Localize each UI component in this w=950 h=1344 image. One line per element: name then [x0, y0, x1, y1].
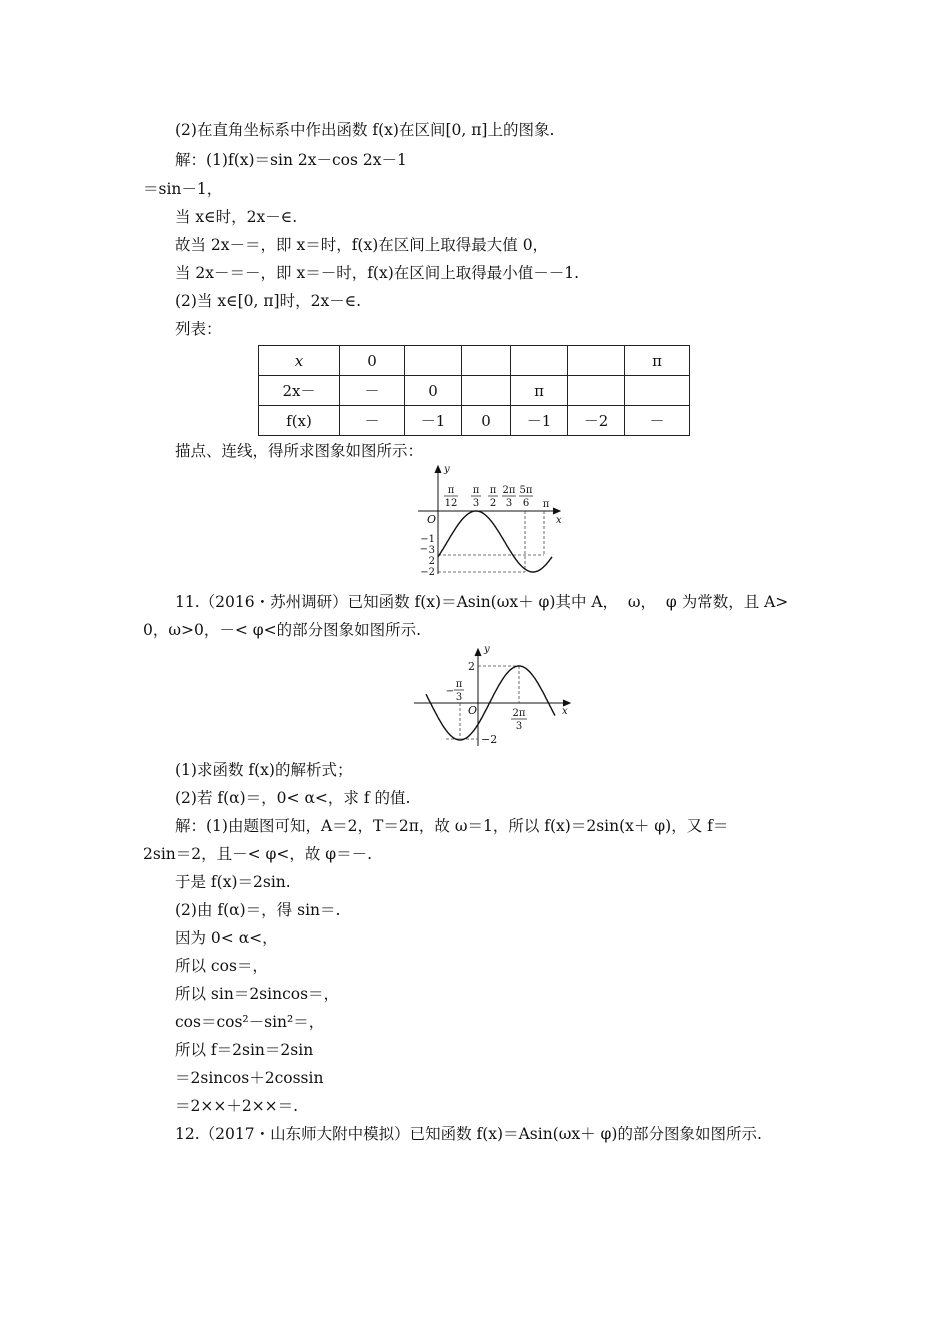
y-tick-label: −2: [420, 567, 435, 578]
tick-denominator: 3: [505, 498, 513, 509]
tick-numerator: π: [455, 679, 463, 690]
table-cell: [462, 346, 511, 376]
tick-denominator: 12: [444, 498, 458, 509]
text-line: ＝sin－1，: [143, 180, 223, 198]
tick-denominator: 2: [489, 498, 497, 509]
table-cell: －: [340, 406, 405, 436]
y-axis-arrow: [475, 649, 481, 656]
text-line: 列表：: [175, 320, 222, 338]
origin-label: O: [427, 513, 437, 526]
text-line: (1)求函数 f(x)的解析式；: [175, 761, 353, 779]
y-axis-label: y: [484, 644, 490, 655]
text-line: 当 2x－＝－，即 x＝－时，f(x)在区间上取得最小值－－1.: [175, 264, 580, 282]
text-line: 描点、连线，得所求图象如图所示：: [175, 442, 424, 460]
table-row: [259, 346, 690, 376]
table-cell: [462, 376, 511, 406]
table-cell: f(x): [259, 406, 340, 436]
tick-numerator: π: [447, 485, 455, 496]
y-axis-arrow: [435, 466, 441, 473]
table-cell: [568, 376, 625, 406]
min-label: −2: [481, 733, 498, 746]
tick-denominator: 6: [522, 498, 530, 509]
text-line: (2)由 f(α)＝，得 sin＝.: [175, 901, 341, 919]
table-cell: [405, 346, 462, 376]
table-cell: 0: [340, 346, 405, 376]
tick-numerator: 2π: [502, 485, 516, 496]
table-cell: －1: [405, 406, 462, 436]
table-cell: π: [625, 346, 690, 376]
table-cell: －: [625, 406, 690, 436]
table-cell: [511, 346, 568, 376]
tick-numerator: π: [489, 485, 497, 496]
text-line: cos＝cos²－sin²＝，: [175, 1013, 325, 1031]
table-row: [259, 376, 690, 406]
graph-1: [410, 462, 570, 580]
y-tick-label: 3: [428, 545, 435, 556]
table-cell: －1: [511, 406, 568, 436]
table-cell: [568, 346, 625, 376]
table-cell: x: [259, 346, 340, 376]
text-line: 2sin＝2，且－< φ<，故 φ＝－.: [143, 845, 373, 863]
tick-numerator: π: [472, 485, 480, 496]
table-cell: －: [340, 376, 405, 406]
table-row: [259, 406, 690, 436]
x-axis-label: x: [562, 706, 568, 717]
origin-label: O: [468, 704, 478, 717]
sine-curve: [438, 511, 552, 572]
y-tick-label: −: [419, 544, 428, 555]
x-axis-label: x: [556, 515, 562, 526]
tick-denominator: 3: [472, 498, 480, 509]
text-line: ＝2××＋2××＝.: [175, 1097, 299, 1115]
tick-denominator: 3: [515, 721, 523, 732]
max-label: 2: [468, 660, 475, 673]
text-line: 所以 cos＝，: [175, 957, 268, 975]
text-line: (2)在直角坐标系中作出函数 f(x)在区间[0, π]上的图象.: [175, 121, 555, 139]
text-line: 11.（2016・苏州调研）已知函数 f(x)＝Asin(ωx＋ φ)其中 A， ω， φ 为常数，且 A>: [175, 593, 789, 611]
table-cell: π: [511, 376, 568, 406]
tick-sign: −: [445, 686, 455, 697]
text-line: 解：(1)f(x)＝sin 2x－cos 2x－1: [175, 151, 407, 169]
table-cell: －2: [568, 406, 625, 436]
text-line: 解：(1)由题图可知，A＝2，T＝2π，故 ω＝1，所以 f(x)＝2sin(x＋ φ)，又 f＝: [175, 817, 729, 835]
text-line: 12.（2017・山东师大附中模拟）已知函数 f(x)＝Asin(ωx＋ φ)的部分图象如图所示.: [175, 1125, 762, 1143]
tick-numerator: 2π: [512, 708, 526, 719]
graph-2: [410, 642, 580, 748]
y-tick-label: −1: [420, 534, 435, 545]
text-line: 0，ω>0，－< φ<的部分图象如图所示.: [143, 621, 422, 639]
text-line: ＝2sincos＋2cossin: [175, 1069, 324, 1087]
text-line: 于是 f(x)＝2sin.: [175, 873, 291, 891]
y-axis-label: y: [444, 464, 450, 475]
text-line: (2)若 f(α)＝，0< α<，求 f 的值.: [175, 789, 411, 807]
tick-numerator: 5π: [519, 485, 533, 496]
y-tick-label: 2: [428, 556, 435, 567]
table-cell: 0: [462, 406, 511, 436]
value-table: [258, 345, 690, 436]
table-cell: 2x－: [259, 376, 340, 406]
table-cell: [625, 376, 690, 406]
pi-tick-label: π: [542, 499, 550, 510]
text-line: 当 x∈时，2x－∈.: [175, 208, 298, 226]
text-line: 故当 2x－＝，即 x＝时，f(x)在区间上取得最大值 0，: [175, 236, 549, 254]
text-line: 所以 f＝2sin＝2sin: [175, 1041, 314, 1059]
text-line: 所以 sin＝2sincos＝，: [175, 985, 340, 1003]
table-cell: 0: [405, 376, 462, 406]
x-axis-arrow: [553, 508, 560, 514]
tick-denominator: 3: [455, 692, 463, 703]
text-line: 因为 0< α<，: [175, 929, 278, 947]
text-line: (2)当 x∈[0, π]时，2x－∈.: [175, 292, 362, 310]
